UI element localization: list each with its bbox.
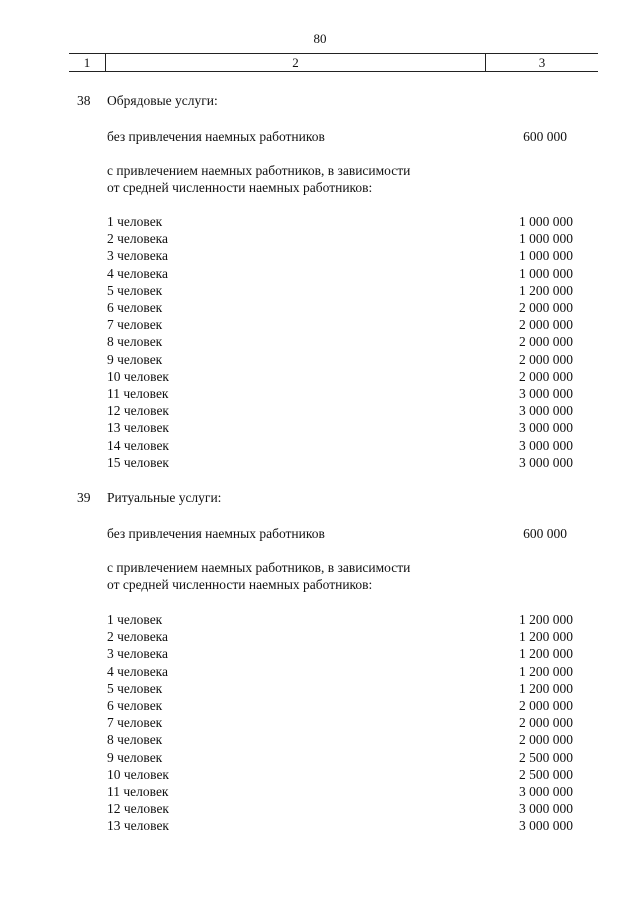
table-row (107, 402, 573, 419)
no-workers-label: без привлечения наемных работников (107, 526, 325, 541)
table-row (107, 766, 573, 783)
row-value: 1 000 000 (519, 265, 573, 281)
row-label: 7 человек (107, 317, 163, 333)
page-number: 80 (313, 31, 327, 46)
row-value: 1 200 000 (519, 680, 573, 696)
row-value: 1 200 000 (519, 663, 573, 679)
row-value: 1 000 000 (519, 248, 573, 264)
row-label: 11 человек (107, 386, 169, 401)
row-label: 8 человек (107, 334, 163, 350)
row-label: 9 человек (107, 351, 163, 367)
row-value: 1 200 000 (519, 646, 573, 662)
note-line-2: от средней численности наемных работников: (107, 180, 373, 195)
row-value: 3 000 000 (519, 420, 573, 436)
row-label: 4 человека (107, 265, 169, 281)
row-label: 3 человека (107, 248, 169, 264)
row-label: 10 человек (107, 368, 169, 384)
row-label: 12 человек (107, 801, 169, 817)
row-label: 2 человека (107, 629, 169, 645)
section-number: 39 (77, 490, 91, 505)
row-label: 4 человека (107, 663, 169, 679)
table-header (69, 53, 598, 72)
row-value: 2 500 000 (519, 749, 573, 765)
table-row (107, 351, 573, 368)
table-row (107, 663, 573, 680)
table-row (107, 628, 573, 645)
table-row (107, 419, 573, 436)
no-workers-value: 600 000 (523, 526, 567, 541)
row-label: 1 человек (107, 612, 163, 627)
table-row (107, 213, 573, 230)
row-label: 10 человек (107, 766, 169, 782)
section-title: Обрядовые услуги: (107, 93, 218, 108)
no-workers-value: 600 000 (523, 129, 567, 144)
table-row (107, 299, 573, 316)
row-label: 5 человек (107, 680, 163, 696)
row-value: 3 000 000 (519, 818, 573, 834)
row-label: 6 человек (107, 300, 163, 315)
row-label: 14 человек (107, 437, 169, 453)
row-value: 1 000 000 (519, 231, 573, 247)
table-row (107, 368, 573, 385)
header-col-2: 2 (106, 54, 486, 71)
row-value: 2 000 000 (519, 732, 573, 748)
row-value: 2 000 000 (519, 368, 573, 384)
table-row (107, 749, 573, 766)
table-row (107, 230, 573, 247)
table-row (107, 714, 573, 731)
row-label: 8 человек (107, 732, 163, 748)
row-value: 2 000 000 (519, 334, 573, 350)
table-row (107, 265, 573, 282)
row-label: 12 человек (107, 403, 169, 419)
row-label: 15 человек (107, 454, 169, 470)
row-value: 1 200 000 (519, 612, 573, 627)
table-row (107, 697, 573, 714)
table-row (107, 611, 573, 628)
row-label: 9 человек (107, 749, 163, 765)
no-workers-row (107, 129, 567, 145)
table-row (107, 247, 573, 264)
table-row (107, 333, 573, 350)
row-label: 1 человек (107, 214, 163, 229)
no-workers-row (107, 526, 567, 542)
row-value: 3 000 000 (519, 403, 573, 419)
table-row (107, 385, 573, 402)
table-row (107, 454, 573, 471)
section-number: 38 (77, 93, 91, 108)
table-row (107, 731, 573, 748)
row-label: 13 человек (107, 420, 169, 436)
header-col-1: 1 (69, 54, 106, 71)
table-row (107, 316, 573, 333)
row-label: 6 человек (107, 698, 163, 713)
table-row (107, 817, 573, 834)
row-value: 1 200 000 (519, 629, 573, 645)
row-value: 1 200 000 (519, 282, 573, 298)
row-value: 2 000 000 (519, 300, 573, 315)
with-workers-note (107, 559, 467, 593)
row-value: 2 000 000 (519, 317, 573, 333)
row-value: 3 000 000 (519, 437, 573, 453)
row-label: 13 человек (107, 818, 169, 834)
row-value: 2 000 000 (519, 698, 573, 713)
no-workers-label: без привлечения наемных работников (107, 129, 325, 144)
table-row (107, 282, 573, 299)
row-label: 2 человека (107, 231, 169, 247)
row-value: 3 000 000 (519, 386, 573, 401)
row-value: 3 000 000 (519, 454, 573, 470)
header-col-3: 3 (538, 55, 546, 70)
note-line-1: с привлечением наемных работников, в зависимости (107, 163, 411, 178)
row-label: 7 человек (107, 715, 163, 731)
row-value: 2 000 000 (519, 715, 573, 731)
with-workers-note (107, 162, 467, 196)
table-row (107, 645, 573, 662)
row-label: 11 человек (107, 784, 169, 799)
row-label: 5 человек (107, 282, 163, 298)
row-label: 3 человека (107, 646, 169, 662)
row-value: 3 000 000 (519, 784, 573, 799)
table-row (107, 437, 573, 454)
row-value: 2 500 000 (519, 766, 573, 782)
table-row (107, 783, 573, 800)
section-title: Ритуальные услуги: (107, 490, 222, 505)
table-row (107, 680, 573, 697)
note-line-1: с привлечением наемных работников, в зависимости (107, 560, 411, 575)
table-row (107, 800, 573, 817)
row-value: 3 000 000 (519, 801, 573, 817)
note-line-2: от средней численности наемных работников: (107, 577, 373, 592)
row-value: 1 000 000 (519, 214, 573, 229)
row-value: 2 000 000 (519, 351, 573, 367)
